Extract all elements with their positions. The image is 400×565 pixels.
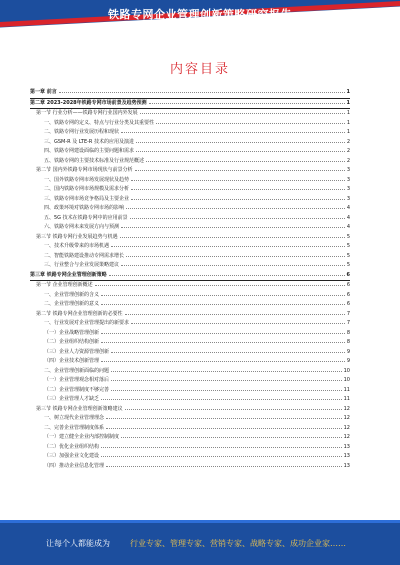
toc-entry-label: （四）推动企业信息化管理 (44, 462, 105, 469)
footer-accent (0, 520, 400, 523)
toc-entry-page: 3 (346, 167, 350, 173)
toc-leader-dots (121, 265, 345, 266)
toc-entry-page: 1 (346, 99, 350, 106)
toc-entry-label: 第二章 2023-2028年铁路专网市场前景及趋势预测 (30, 99, 147, 106)
toc-entry-label: 第一章 前言 (30, 89, 57, 95)
toc-leader-dots (106, 428, 342, 429)
toc-entry-label: 三、行业整合与企业发展策略建议 (44, 262, 120, 268)
toc-entry-page: 3 (346, 176, 350, 183)
toc-entry-label: 第一节 行业分析——铁路专网行业国内外发展 (36, 110, 138, 116)
toc-leader-dots (130, 218, 345, 219)
toc-entry-label: 二、铁路专网行业发展历程和现状 (44, 129, 120, 135)
toc-leader-dots (125, 314, 345, 315)
toc-entry-label: （一）企业管理观念相对落后 (44, 377, 110, 383)
toc-leader-dots (111, 371, 342, 372)
toc-entry-page: 2 (346, 157, 350, 164)
toc-entry[interactable] (30, 319, 350, 329)
toc-entry-label: （三）加强企业文化建设 (44, 453, 100, 459)
toc-entry[interactable] (30, 99, 350, 110)
toc-leader-dots (131, 323, 345, 324)
report-title: 铁路专网企业管理创新策略研究报告 (108, 8, 292, 21)
toc-entry-page: 12 (343, 405, 350, 412)
toc-entry-label: （一）建立健全企业内部控制制度 (44, 434, 120, 440)
toc-entry[interactable] (30, 443, 350, 453)
toc-entry-label: （三）企业管理人才缺乏 (44, 396, 100, 402)
toc-entry-page: 3 (346, 186, 350, 192)
report-header (0, 0, 400, 34)
toc-entry-page: 1 (346, 119, 350, 126)
toc-leader-dots (111, 390, 342, 391)
toc-entry-page: 5 (346, 252, 350, 259)
toc-leader-dots (126, 256, 345, 257)
toc-entry[interactable] (30, 195, 350, 205)
toc-entry-page: 4 (346, 224, 350, 230)
toc-leader-dots (131, 180, 345, 181)
toc-leader-dots (109, 275, 345, 276)
toc-entry-page: 13 (343, 443, 350, 450)
toc-entry-label: 第三节 铁路专网行业发展趋势与机遇 (36, 233, 118, 240)
toc-entry-label: 第三节 铁路专网企业管理创新策略建议 (36, 405, 123, 412)
toc-entry-label: 二、企业管理创新的意义 (44, 301, 100, 307)
toc-entry-page: 7 (346, 320, 350, 326)
toc-leader-dots (135, 170, 345, 171)
toc-entry-page: 3 (346, 195, 350, 202)
toc-entry-label: 三、铁路专网市场竞争格局及主要企业 (44, 195, 130, 202)
toc-entry[interactable] (30, 300, 350, 310)
toc-entry-label: （二）企业组织结构创新 (44, 339, 100, 345)
toc-entry[interactable] (30, 109, 350, 119)
toc-leader-dots (95, 285, 345, 286)
toc-leader-dots (111, 352, 345, 353)
toc-leader-dots (121, 437, 342, 438)
toc-entry-page: 1 (346, 89, 350, 95)
toc-entry[interactable] (30, 462, 350, 472)
toc-entry[interactable] (30, 147, 350, 157)
toc-leader-dots (101, 361, 345, 362)
toc-leader-dots (101, 447, 342, 448)
toc-entry-label: （四）企业技术创新管理 (44, 358, 100, 364)
toc-entry-label: 二、企业管理创新面临的问题 (44, 367, 110, 374)
toc-entry-page: 12 (343, 434, 350, 440)
toc-entry[interactable] (30, 214, 350, 224)
toc-leader-dots (131, 189, 345, 190)
toc-entry-label: 一、树立现代企业管理理念 (44, 415, 105, 421)
toc-entry[interactable] (30, 157, 350, 167)
toc-entry-label: 一、铁路专网的定义、特点与行业分类及其重要性 (44, 119, 155, 126)
toc-entry[interactable] (30, 291, 350, 301)
toc-entry[interactable] (30, 223, 350, 233)
toc-entry-label: 一、国外铁路专网市场发展现状及趋势 (44, 176, 130, 183)
toc-entry-page: 6 (346, 291, 350, 298)
toc-entry-label: 六、铁路专网未来发展方向与预测 (44, 224, 120, 230)
toc-leader-dots (101, 342, 345, 343)
toc-leader-dots (59, 92, 345, 93)
toc-entry-page: 12 (343, 415, 350, 421)
toc-entry[interactable] (30, 252, 350, 262)
toc-entry[interactable] (30, 414, 350, 424)
toc-entry-page: 11 (343, 386, 350, 393)
toc-entry-page: 6 (346, 301, 350, 307)
toc-entry[interactable] (30, 185, 350, 195)
toc-heading: 内容目录 (169, 62, 230, 77)
footer-slogan: 让每个人都能成为 (46, 539, 110, 548)
toc-entry-page: 2 (346, 148, 350, 154)
toc-leader-dots (111, 380, 342, 381)
toc-leader-dots (106, 418, 342, 419)
toc-entry[interactable] (30, 424, 350, 434)
toc-entry-page: 8 (346, 339, 350, 345)
toc-entry[interactable] (30, 281, 350, 291)
toc-entry[interactable] (30, 338, 350, 348)
toc-entry-page: 6 (346, 271, 350, 278)
toc-leader-dots (140, 113, 345, 114)
toc-entry-label: 第三章 铁路专网企业管理创新策略 (30, 271, 107, 278)
toc-entry[interactable] (30, 367, 350, 377)
toc-entry-page: 1 (346, 110, 350, 116)
toc-entry-page: 5 (346, 262, 350, 268)
toc-entry[interactable] (30, 310, 350, 320)
toc-entry[interactable] (30, 176, 350, 186)
toc-entry[interactable] (30, 329, 350, 339)
toc-leader-dots (101, 399, 342, 400)
toc-entry-label: 一、技术升级带来的市场机遇 (44, 243, 110, 249)
toc-entry-page: 9 (346, 348, 350, 355)
toc-entry[interactable] (30, 233, 350, 243)
toc-entry[interactable] (30, 452, 350, 462)
table-of-contents (30, 88, 350, 471)
toc-leader-dots (121, 227, 345, 228)
toc-leader-dots (149, 103, 345, 104)
toc-entry-label: 二、完善企业管理制度体系 (44, 424, 105, 431)
toc-leader-dots (101, 456, 342, 457)
toc-entry-label: （一）企业战略管理创新 (44, 329, 100, 336)
toc-entry-label: 一、企业管理创新的含义 (44, 291, 100, 298)
toc-entry[interactable] (30, 395, 350, 405)
toc-entry-page: 4 (346, 214, 350, 221)
toc-entry[interactable] (30, 166, 350, 176)
toc-entry[interactable] (30, 119, 350, 129)
toc-entry-label: 第二节 铁路专网企业管理创新的必要性 (36, 310, 123, 317)
toc-entry[interactable] (30, 271, 350, 282)
toc-entry-label: 第一节 企业管理创新概述 (36, 282, 93, 288)
toc-entry-label: 一、行业发展对企业管理提出的新要求 (44, 320, 130, 326)
toc-entry-label: 四、铁路专网建设面临的主要问题和需求 (44, 148, 135, 154)
toc-entry-page: 1 (346, 129, 350, 135)
toc-entry-label: 第二节 国内外铁路专网市场现状与前景分析 (36, 167, 133, 173)
toc-leader-dots (136, 142, 345, 143)
toc-entry[interactable] (30, 204, 350, 214)
toc-entry[interactable] (30, 242, 350, 252)
toc-entry-page: 10 (343, 367, 350, 374)
toc-leader-dots (156, 123, 345, 124)
footer-tagline-text: 行业专家、管理专家、营销专家、战略专家、成功企业家…… (130, 539, 346, 548)
toc-entry[interactable] (30, 405, 350, 415)
toc-leader-dots (101, 304, 345, 305)
toc-leader-dots (101, 295, 345, 296)
toc-entry-page: 7 (346, 310, 350, 317)
toc-entry-label: （二）优化企业组织结构 (44, 443, 100, 450)
toc-entry-page: 13 (343, 462, 350, 469)
toc-leader-dots (146, 161, 345, 162)
toc-entry[interactable] (30, 376, 350, 386)
toc-entry-page: 13 (343, 453, 350, 459)
toc-entry[interactable] (30, 357, 350, 367)
toc-entry-page: 5 (346, 243, 350, 249)
toc-entry-label: （二）企业管理制度不够完善 (44, 386, 110, 393)
toc-entry[interactable] (30, 261, 350, 271)
toc-entry[interactable] (30, 433, 350, 443)
toc-entry-page: 5 (346, 233, 350, 240)
toc-leader-dots (111, 246, 345, 247)
toc-entry-label: 二、智能铁路建设推动专网需求增长 (44, 252, 125, 259)
toc-leader-dots (120, 237, 345, 238)
footer-banner (0, 520, 400, 565)
toc-entry-page: 11 (343, 396, 350, 402)
toc-entry[interactable] (30, 348, 350, 358)
toc-leader-dots (106, 466, 342, 467)
toc-leader-dots (131, 199, 345, 200)
toc-entry-label: 三、GSM-R 及 LTE-R 技术的应用及演进 (44, 138, 134, 145)
toc-entry-page: 10 (343, 377, 350, 383)
toc-leader-dots (125, 409, 342, 410)
toc-entry[interactable] (30, 138, 350, 148)
toc-entry-page: 2 (346, 138, 350, 145)
toc-leader-dots (126, 208, 345, 209)
toc-leader-dots (121, 132, 345, 133)
toc-entry[interactable] (30, 386, 350, 396)
toc-entry-label: 四、政策环境对铁路专网市场的影响 (44, 205, 125, 211)
toc-entry-page: 12 (343, 424, 350, 431)
toc-entry-page: 9 (346, 358, 350, 364)
toc-leader-dots (101, 333, 345, 334)
toc-entry-label: 五、铁路专网的主要技术标准及行业规范概述 (44, 157, 145, 164)
toc-entry-page: 8 (346, 329, 350, 336)
toc-entry-label: 五、5G 技术在铁路专网中的应用前景 (44, 214, 128, 221)
toc-leader-dots (136, 151, 345, 152)
toc-entry-page: 4 (346, 205, 350, 211)
toc-entry[interactable] (30, 128, 350, 138)
footer-tagline (130, 538, 346, 549)
toc-entry[interactable] (30, 88, 350, 99)
toc-entry-label: 二、国内铁路专网市场规模及需求分析 (44, 186, 130, 192)
toc-entry-label: （三）企业人力资源管理创新 (44, 348, 110, 355)
toc-entry-page: 6 (346, 282, 350, 288)
